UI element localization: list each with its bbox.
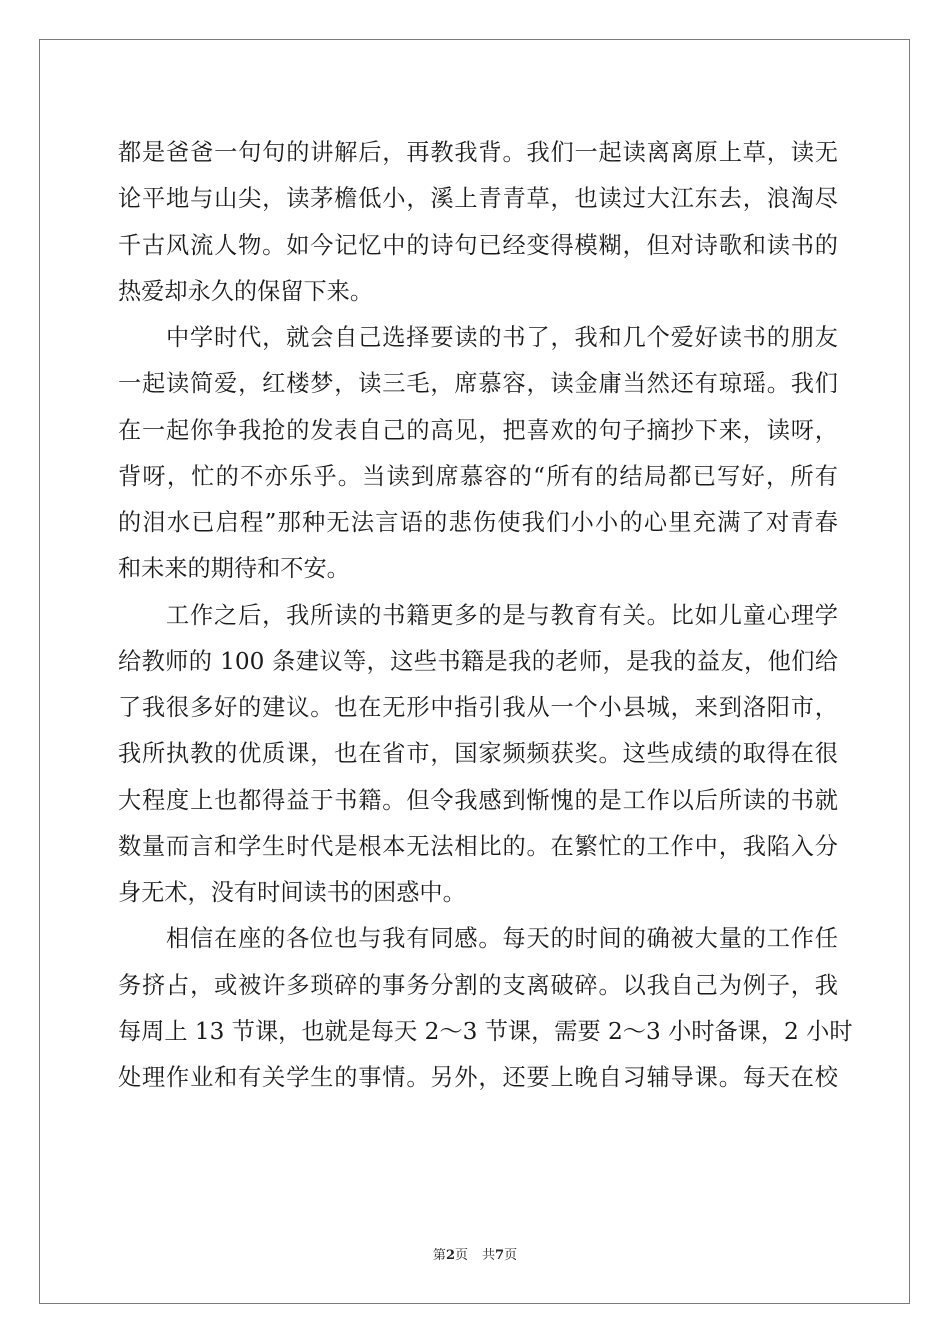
text-line: 都是爸爸一句句的讲解后，再教我背。我们一起读离离原上草，读无: [118, 139, 838, 166]
text-line: 和未来的期待和不安。: [118, 555, 350, 582]
page-prefix: 第: [432, 1248, 446, 1263]
text-line: 论平地与山尖，读茅檐低小，溪上青青草，也读过大江东去，浪淘尽: [118, 185, 838, 212]
text-line: 我所执教的优质课，也在省市，国家频频获奖。这些成绩的取得在很: [118, 740, 838, 767]
total-suffix: 页: [504, 1248, 518, 1263]
text-line: 千古风流人物。如今记忆中的诗句已经变得模糊，但对诗歌和读书的: [118, 232, 838, 259]
text-line: 背呀，忙的不亦乐乎。当读到席慕容的“所有的结局都已写好，所有: [118, 463, 838, 490]
text-line: 务挤占，或被许多琐碎的事务分割的支离破碎。以我自己为例子，我: [118, 972, 838, 999]
text-line: 一起读简爱，红楼梦，读三毛，席慕容，读金庸当然还有琼瑶。我们: [118, 370, 838, 397]
text-line: 处理作业和有关学生的事情。另外，还要上晚自习辅导课。每天在校: [118, 1064, 838, 1091]
text-line: 热爱却永久的保留下来。: [118, 278, 374, 305]
text-line: 大程度上也都得益于书籍。但令我感到惭愧的是工作以后所读的书就: [118, 787, 838, 814]
total-pages: 7: [495, 1248, 505, 1263]
text-line: 每周上 13 节课，也就是每天 2～3 节课，需要 2～3 小时备课，2 小时: [118, 1018, 853, 1045]
text-line: 相信在座的各位也与我有同感。每天的时间的确被大量的工作任: [166, 925, 838, 952]
text-line: 数量而言和学生时代是根本无法相比的。在繁忙的工作中，我陷入分: [118, 833, 838, 860]
page-number: 2: [445, 1248, 455, 1263]
text-line: 给教师的 100 条建议等，这些书籍是我的老师，是我的益友，他们给: [118, 648, 838, 675]
page-footer: [0, 1248, 950, 1264]
total-prefix: 共: [482, 1248, 496, 1263]
text-line: 了我很多好的建议。也在无形中指引我从一个小县城，来到洛阳市，: [118, 694, 838, 721]
text-line: 身无术，没有时间读书的困惑中。: [118, 879, 466, 906]
page-suffix: 页: [454, 1248, 468, 1263]
text-line: 的泪水已启程”那种无法言语的悲伤使我们小小的心里充满了对青春: [118, 509, 838, 536]
text-line: 在一起你争我抢的发表自己的高见，把喜欢的句子摘抄下来，读呀，: [118, 417, 838, 444]
text-line: 工作之后，我所读的书籍更多的是与教育有关。比如儿童心理学: [166, 602, 838, 629]
text-line: 中学时代，就会自己选择要读的书了，我和几个爱好读书的朋友: [166, 324, 838, 351]
